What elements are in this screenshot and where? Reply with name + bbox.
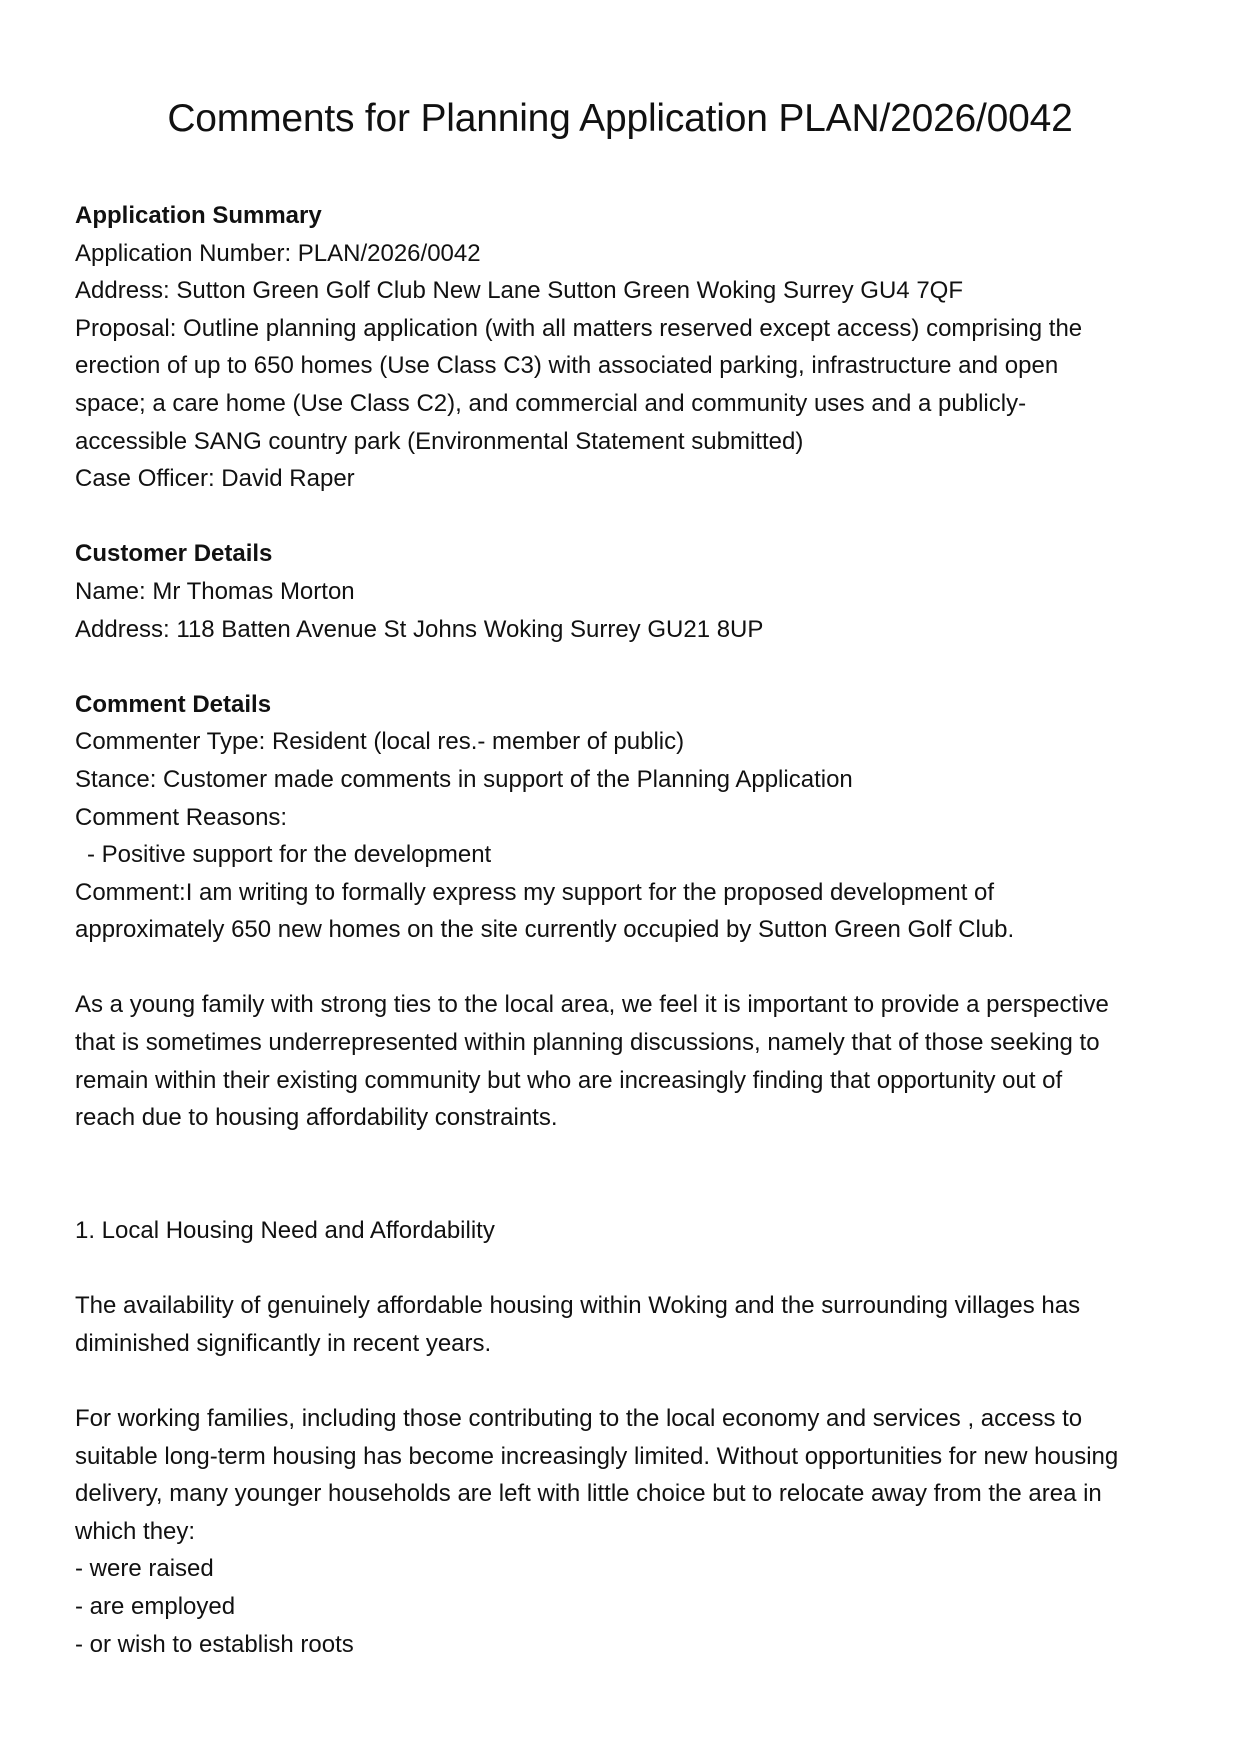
proposal-line: Proposal: Outline planning application (with all matters reserved except access) comprising the: [75, 314, 1083, 342]
commenter-type: Commenter Type: Resident (local res.- member of public): [75, 728, 685, 756]
section-heading: 1. Local Housing Need and Affordability: [75, 1217, 495, 1245]
spacer: [75, 1250, 1175, 1288]
paragraph-line: suitable long-term housing has become increasingly limited. Without opportunities for new housing: [75, 1442, 1119, 1470]
comment-text-line: approximately 650 new homes on the site currently occupied by Sutton Green Golf Club.: [75, 916, 1015, 944]
paragraph-line: remain within their existing community but who are increasingly finding that opportunity out of: [75, 1066, 1063, 1094]
application-number: Application Number: PLAN/2026/0042: [75, 239, 481, 267]
paragraph-line: The availability of genuinely affordable housing within Woking and the surrounding villages has: [75, 1292, 1081, 1320]
spacer: [75, 1137, 1175, 1212]
stance: Stance: Customer made comments in support of the Planning Application: [75, 765, 853, 793]
page-title: Comments for Planning Application PLAN/2026/0042: [167, 97, 1073, 140]
application-summary-heading: Application Summary: [75, 202, 322, 229]
document-body: [75, 197, 1175, 1663]
comment-reason-item: - Positive support for the development: [87, 841, 492, 869]
list-item: - or wish to establish roots: [75, 1630, 354, 1658]
list-item: - are employed: [75, 1592, 236, 1620]
proposal-line: accessible SANG country park (Environmental Statement submitted): [75, 427, 804, 455]
comment-text-line: Comment:I am writing to formally express my support for the proposed development of: [75, 878, 995, 906]
customer-name: Name: Mr Thomas Morton: [75, 577, 355, 605]
paragraph-line: diminished significantly in recent years.: [75, 1329, 492, 1357]
spacer: [75, 498, 1175, 536]
customer-details-heading: Customer Details: [75, 540, 273, 568]
customer-address: Address: 118 Batten Avenue St Johns Woking Surrey GU21 8UP: [75, 615, 764, 643]
paragraph-line: which they:: [75, 1517, 196, 1545]
list-item: - were raised: [75, 1555, 214, 1583]
paragraph-line: delivery, many younger households are left with little choice but to relocate away from the area in: [75, 1480, 1102, 1508]
proposal-line: space; a care home (Use Class C2), and commercial and community uses and a publicly-: [75, 389, 1027, 417]
paragraph-line: For working families, including those contributing to the local economy and services , access to: [75, 1405, 1083, 1432]
application-address: Address: Sutton Green Golf Club New Lane Sutton Green Woking Surrey GU4 7QF: [75, 277, 963, 305]
comment-details-heading: Comment Details: [75, 690, 272, 718]
paragraph-line: that is sometimes underrepresented within planning discussions, namely that of those seeking to: [75, 1029, 1100, 1057]
spacer: [75, 1362, 1175, 1400]
spacer: [75, 949, 1175, 987]
comment-reasons-label: Comment Reasons:: [75, 803, 288, 831]
paragraph-line: As a young family with strong ties to the local area, we feel it is important to provide a perspective: [75, 991, 1109, 1019]
proposal-line: erection of up to 650 homes (Use Class C3) with associated parking, infrastructure and open: [75, 352, 1059, 380]
spacer: [75, 648, 1175, 686]
case-officer: Case Officer: David Raper: [75, 465, 355, 493]
paragraph-line: reach due to housing affordability constraints.: [75, 1104, 558, 1132]
